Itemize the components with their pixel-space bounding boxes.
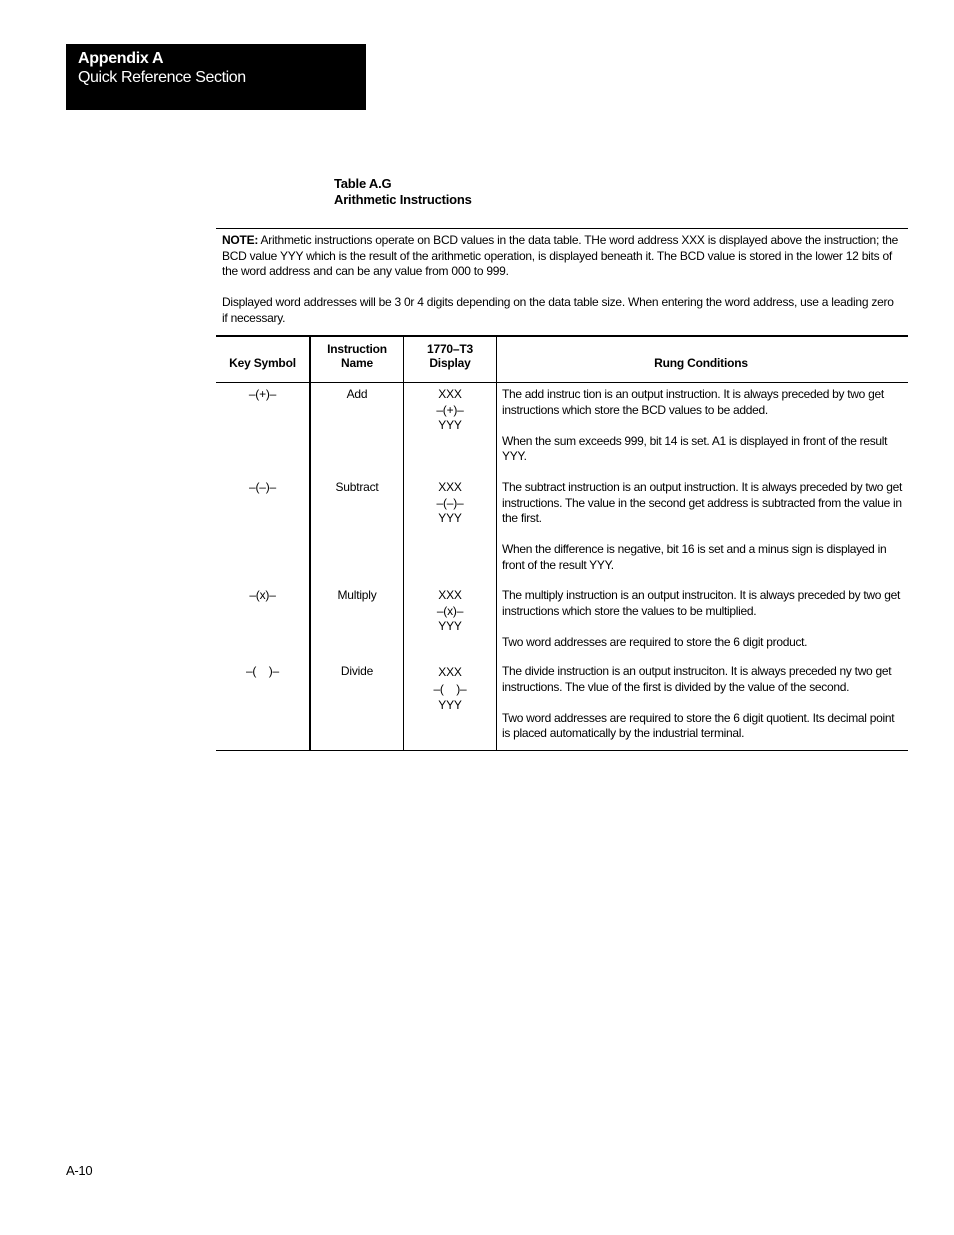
row-subtract-display: XXX –(–)– YYY (436, 480, 464, 525)
row-add-display: XXX –(+)– YYY (436, 387, 464, 432)
row-divide-rung: The divide instruction is an output instruciton. It is always preceded ny two get instructions. The vlue of the first is divided by the value of the second. Two word addresses are required to store the 6 digit quotient. Its decimal point is placed automatically by the industrial terminal. (502, 664, 895, 740)
row-divide-name: Divide (340, 664, 374, 678)
table-caption (334, 176, 472, 208)
row-subtract-symbol: –(–)– (248, 480, 276, 494)
row-divide-display: XXX –( )– YYY (433, 665, 467, 712)
row-add-name: Add (346, 387, 368, 401)
row-add-symbol: –(+)– (248, 387, 277, 401)
note-label: NOTE: (222, 233, 259, 247)
header-rung-conditions: Rung Conditions (654, 356, 748, 370)
row-multiply-symbol: –(x)– (249, 588, 276, 602)
header-display: 1770–T3 Display (427, 342, 473, 370)
row-subtract-name: Subtract (335, 480, 379, 494)
note-top-rule (216, 228, 908, 229)
note-paragraph-1 (222, 233, 902, 280)
section-subtitle: Quick Reference Section (78, 69, 246, 86)
table-top-rule (216, 335, 908, 337)
note-text: Arithmetic instructions operate on BCD values in the data table. THe word address XXX is displayed above the instruction; the BCD value YYY which is the result of the arithmetic operation, is displayed beneath it. The BCD value is stored in the lower 12 bits of the word address and can be any value from 000 to 999. (222, 233, 899, 278)
row-multiply-name: Multiply (337, 588, 377, 602)
row-add-rung: The add instruc tion is an output instruction. It is always preceded by two get instructions which store the BCD values to be added. When the sum exceeds 999, bit 14 is set. A1 is displayed in front of the result YYY. (502, 387, 888, 463)
page-number: A-10 (66, 1163, 93, 1178)
note-paragraph-2: Displayed word addresses will be 3 0r 4 digits depending on the data table size. When entering the word address, use a leading zero if necessary. (222, 295, 894, 325)
row-divide-symbol: –( )– (245, 664, 280, 678)
appendix-title: Appendix A (78, 50, 164, 67)
column-divider-3 (496, 336, 497, 751)
table-title: Arithmetic Instructions (334, 192, 472, 207)
row-multiply-display: XXX –(x)– YYY (436, 588, 464, 633)
row-multiply-rung: The multiply instruction is an output instruciton. It is always preceded by two get instructions which store the values to be multiplied. Two word addresses are required to store the 6 digit product. (502, 588, 900, 649)
section-header (66, 44, 366, 110)
row-subtract-rung: The subtract instruction is an output instruction. It is always preceded by two get instructions. The value in the second get address is subtracted from the value in the first. When the difference is negative, bit 16 is set and a minus sign is displayed in front of the result YYY. (502, 480, 902, 572)
table-number: Table A.G (334, 176, 392, 191)
header-instruction-name: Instruction Name (327, 342, 387, 370)
table-note (222, 233, 902, 326)
header-bottom-rule (216, 382, 908, 383)
table-bottom-rule (216, 750, 908, 751)
header-key-symbol: Key Symbol (229, 356, 296, 370)
